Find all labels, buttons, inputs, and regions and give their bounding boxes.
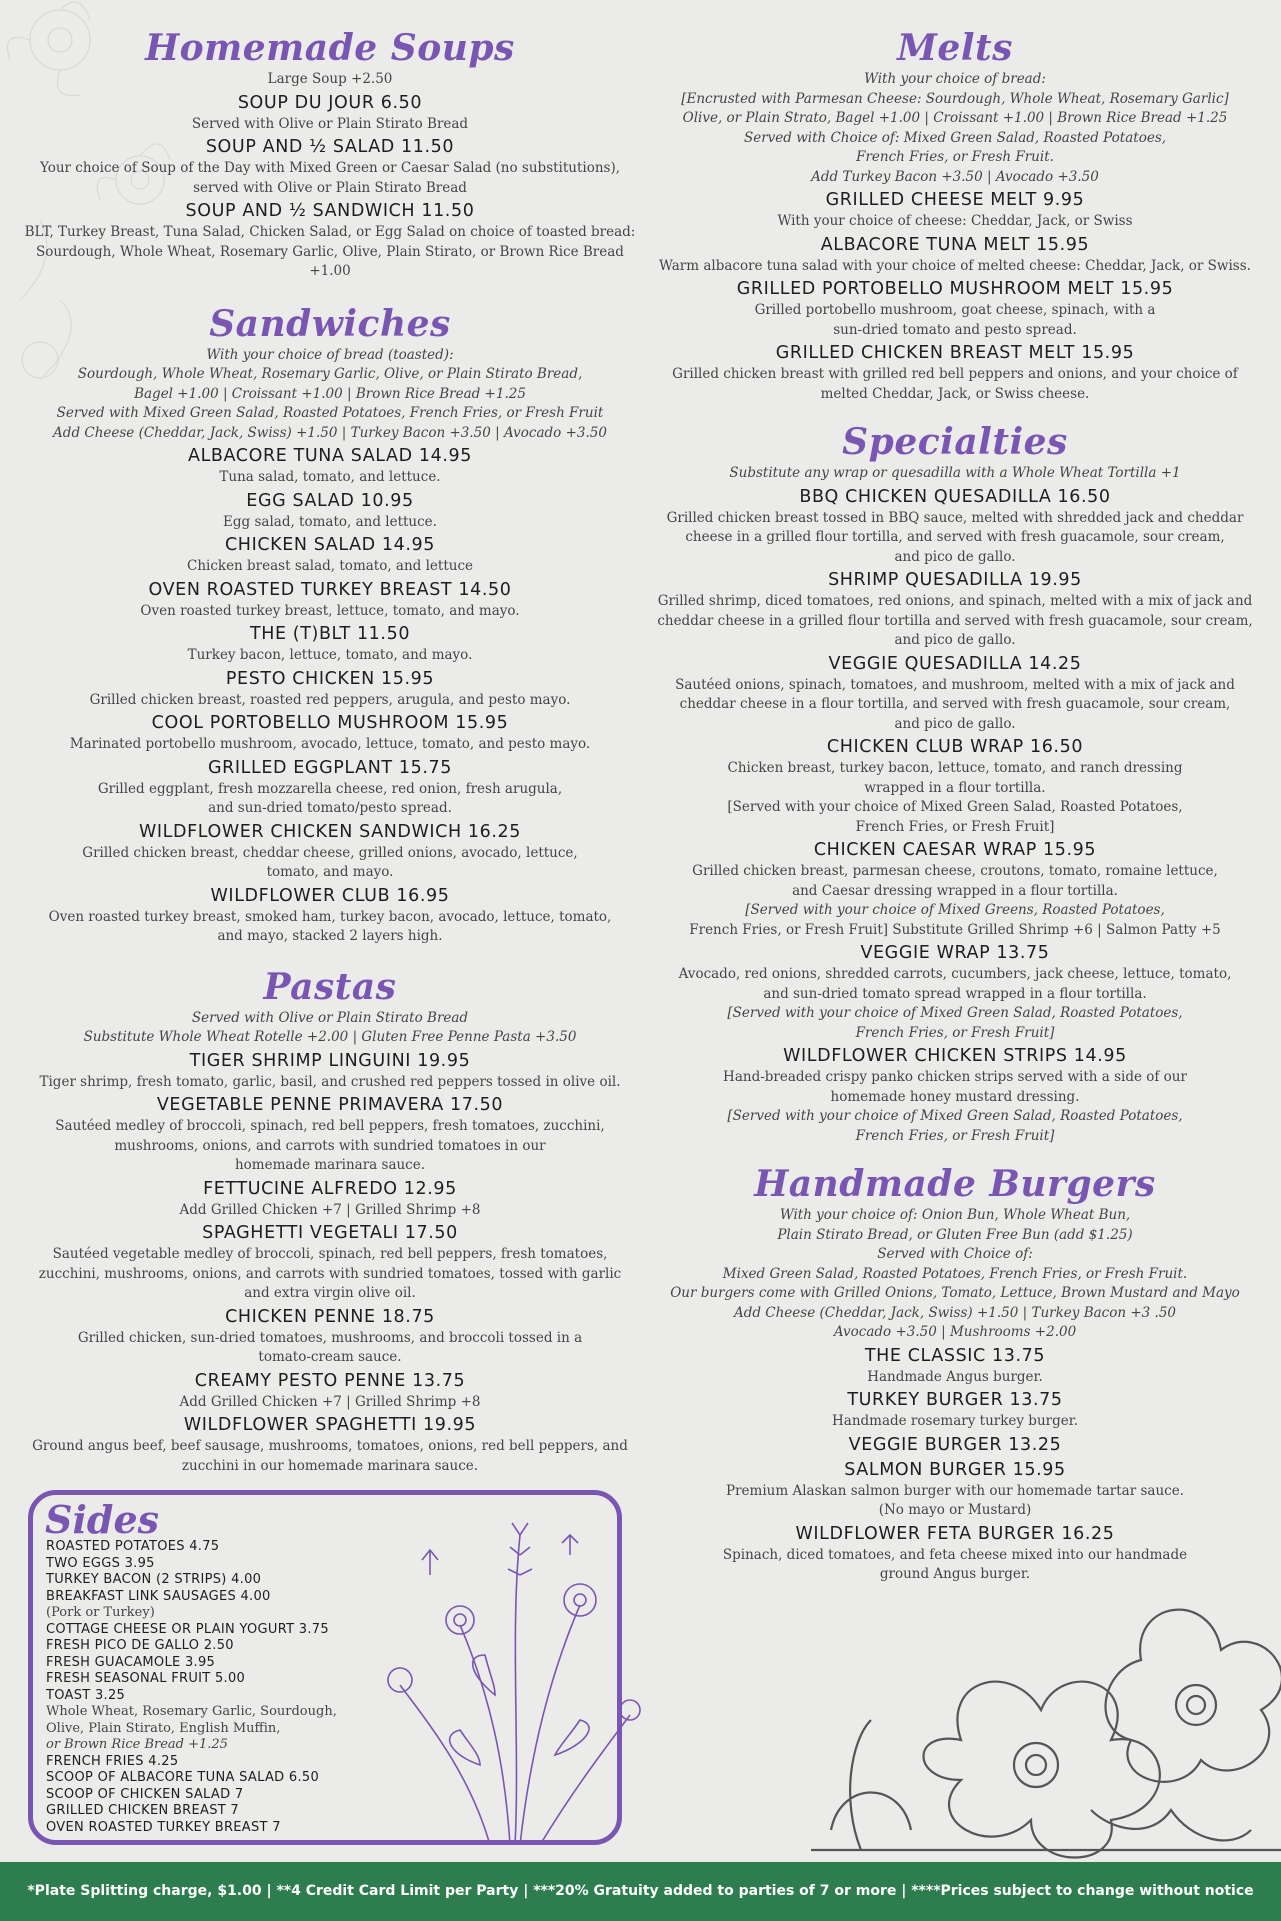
menu-item: [655, 942, 1255, 1043]
menu-item-description: tomato-cream sauce.: [258, 1349, 402, 1365]
menu-item-description: Spinach, diced tomatoes, and feta cheese mixed into our handmade: [722, 1546, 1188, 1563]
sandwiches-title: Sandwiches: [209, 302, 451, 345]
menu-item-description: [Served with your choice of Mixed Green Salad, Roasted Potatoes,: [727, 799, 1183, 815]
menu-item-description: and sun-dried tomato spread wrapped in a flour tortilla.: [763, 985, 1147, 1002]
burgers-section: [655, 1162, 1255, 1585]
menu-item-name: SHRIMP QUESADILLA 19.95: [828, 570, 1082, 590]
menu-item: [655, 189, 1255, 232]
side-item: COTTAGE CHEESE OR PLAIN YOGURT 3.75: [46, 1621, 329, 1637]
pastas-section: [20, 965, 640, 1477]
soups-note: Large Soup +2.50: [267, 71, 393, 87]
menu-item: [655, 486, 1255, 568]
burgers-note: Our burgers come with Grilled Onions, Tomato, Lettuce, Brown Mustard and Mayo: [670, 1285, 1240, 1301]
menu-item-name: PESTO CHICKEN 15.95: [225, 668, 435, 689]
menu-item-description: French Fries, or Fresh Fruit]: [855, 818, 1055, 835]
menu-item-name: VEGGIE QUESADILLA 14.25: [828, 653, 1082, 674]
menu-item-description: Sautéed vegetable medley of broccoli, spinach, red bell peppers, fresh tomatoes,: [52, 1246, 608, 1262]
menu-item-description: and pico de gallo.: [894, 715, 1016, 732]
burgers-note: Mixed Green Salad, Roasted Potatoes, French Fries, or Fresh Fruit.: [722, 1265, 1188, 1282]
menu-item: [655, 342, 1255, 404]
menu-item-name: TIGER SHRIMP LINGUINI 19.95: [189, 1050, 471, 1071]
side-item: GRILLED CHICKEN BREAST 7: [46, 1803, 239, 1818]
sandwiches-note: Served with Mixed Green Salad, Roasted Potatoes, French Fries, or Fresh Fruit: [56, 405, 604, 421]
side-item-note: Olive, Plain Stirato, English Muffin,: [46, 1720, 281, 1736]
menu-item: [655, 278, 1255, 340]
pastas-note: Served with Olive or Plain Stirato Bread: [191, 1009, 469, 1026]
side-item: FRESH SEASONAL FRUIT 5.00: [46, 1671, 246, 1686]
side-item: OVEN ROASTED TURKEY BREAST 7: [46, 1819, 281, 1835]
left-column: [20, 0, 640, 1476]
side-item: FRENCH FRIES 4.25: [46, 1753, 179, 1769]
menu-item: [655, 1389, 1255, 1432]
menu-item-description: Grilled chicken, sun-dried tomatoes, mushrooms, and broccoli tossed in a: [77, 1329, 583, 1346]
menu-item-description: Grilled chicken breast, roasted red peppers, arugula, and pesto mayo.: [89, 691, 571, 708]
menu-item-name: VEGGIE WRAP 13.75: [860, 943, 1050, 963]
menu-item: [655, 1345, 1255, 1388]
menu-item-description: cheddar cheese in a flour tortilla, and served with fresh guacamole, sour cream,: [679, 696, 1231, 712]
menu-item-name: WILDFLOWER SPAGHETTI 19.95: [183, 1415, 477, 1435]
menu-item-description: Chicken breast, turkey bacon, lettuce, tomato, and ranch dressing: [727, 760, 1183, 776]
menu-item-description: ground Angus burger.: [879, 1566, 1031, 1582]
menu-item-name: SPAGHETTI VEGETALI 17.50: [202, 1223, 458, 1243]
menu-item: [655, 1459, 1255, 1521]
menu-item-description: Your choice of Soup of the Day with Mixed Green or Caesar Salad (no substitutions),: [39, 160, 621, 176]
menu-item: [20, 534, 640, 577]
menu-item-description: Sautéed medley of broccoli, spinach, red bell peppers, fresh tomatoes, zucchini,: [55, 1118, 605, 1134]
menu-item: [20, 1050, 640, 1093]
menu-item-description: homemade marinara sauce.: [234, 1157, 426, 1173]
sandwiches-note: Sourdough, Whole Wheat, Rosemary Garlic, Olive, or Plain Stirato Bread,: [77, 366, 583, 382]
pastas-note: Substitute Whole Wheat Rotelle +2.00 | Gluten Free Penne Pasta +3.50: [83, 1029, 577, 1045]
side-item: TWO EGGS 3.95: [46, 1555, 155, 1571]
menu-item-name: FETTUCINE ALFREDO 12.95: [203, 1178, 457, 1199]
menu-item-description: Tiger shrimp, fresh tomato, garlic, basil, and crushed red peppers tossed in olive oil.: [39, 1073, 621, 1090]
menu-item-name: GRILLED CHEESE MELT 9.95: [825, 190, 1085, 210]
melts-note: Olive, or Plain Strato, Bagel +1.00 | Croissant +1.00 | Brown Rice Bread +1.25: [682, 110, 1228, 126]
menu-item-name: CHICKEN PENNE 18.75: [225, 1306, 435, 1327]
sandwiches-note: Bagel +1.00 | Croissant +1.00 | Brown Rice Bread +1.25: [134, 385, 526, 402]
menu-item-description: Grilled portobello mushroom, goat cheese, spinach, with a: [754, 302, 1156, 318]
menu-item-name: SOUP AND ½ SANDWICH 11.50: [185, 201, 475, 221]
menu-item: [655, 569, 1255, 651]
menu-item-name: SOUP DU JOUR 6.50: [237, 92, 423, 113]
menu-item: [20, 712, 640, 755]
menu-item-description: cheese in a grilled flour tortilla, and served with fresh guacamole, sour cream,: [685, 529, 1225, 545]
menu-item: [655, 839, 1255, 940]
side-item: BREAKFAST LINK SAUSAGES 4.00: [46, 1588, 271, 1604]
right-column: [655, 0, 1255, 1585]
menu-item: [20, 757, 640, 819]
menu-item-name: CHICKEN SALAD 14.95: [224, 535, 435, 555]
menu-item-name: VEGGIE BURGER 13.25: [848, 1434, 1062, 1455]
side-item-note: (Pork or Turkey): [46, 1605, 155, 1620]
footer-notice-bar: [0, 1862, 1281, 1921]
sides-list: [46, 1539, 396, 1836]
side-item-note: or Brown Rice Bread +1.25: [46, 1737, 228, 1752]
menu-item-description: zucchini in our homemade marinara sauce.: [181, 1457, 479, 1474]
menu-item-description: Marinated portobello mushroom, avocado, lettuce, tomato, and pesto mayo.: [69, 736, 591, 752]
menu-item-description: [Served with your choice of Mixed Greens, Roasted Potatoes,: [745, 902, 1165, 918]
menu-item-description: Add Grilled Chicken +7 | Grilled Shrimp +8: [179, 1393, 481, 1410]
melts-note: With your choice of bread:: [864, 71, 1046, 87]
menu-item-description: mushrooms, onions, and carrots with sundried tomatoes in our: [114, 1137, 546, 1154]
pastas-title: Pastas: [263, 965, 397, 1008]
menu-item-name: VEGETABLE PENNE PRIMAVERA 17.50: [156, 1095, 504, 1115]
menu-item-name: WILDFLOWER FETA BURGER 16.25: [795, 1523, 1115, 1544]
menu-item-description: and Caesar dressing wrapped in a flour tortilla.: [792, 882, 1118, 899]
burgers-note: With your choice of: Onion Bun, Whole Wheat Bun,: [779, 1207, 1131, 1223]
menu-item-description: and sun-dried tomato/pesto spread.: [208, 800, 452, 816]
menu-item: [20, 1094, 640, 1176]
footer-text: *Plate Splitting charge, $1.00 | **4 Credit Card Limit per Party | ***20% Gratuity added to parties of 7 or more | ****Prices subject to change without notice: [27, 1883, 1254, 1899]
menu-item-name: GRILLED CHICKEN BREAST MELT 15.95: [775, 343, 1135, 363]
menu-item-description: served with Olive or Plain Stirato Bread: [193, 179, 467, 196]
menu-item-description: Turkey bacon, lettuce, tomato, and mayo.: [187, 647, 473, 663]
menu-item-description: sun-dried tomato and pesto spread.: [833, 321, 1077, 338]
menu-item-description: melted Cheddar, Jack, or Swiss cheese.: [820, 385, 1090, 402]
side-item: FRESH GUACAMOLE 3.95: [46, 1654, 216, 1670]
menu-item-name: WILDFLOWER CHICKEN STRIPS 14.95: [783, 1046, 1127, 1066]
menu-item: [20, 1222, 640, 1304]
menu-item: [655, 1523, 1255, 1585]
side-item-note: Whole Wheat, Rosemary Garlic, Sourdough,: [46, 1704, 337, 1719]
sandwiches-section: [20, 302, 640, 947]
menu-item-description: and mayo, stacked 2 layers high.: [217, 928, 443, 944]
melts-note: [Encrusted with Parmesan Cheese: Sourdough, Whole Wheat, Rosemary Garlic]: [681, 90, 1229, 107]
menu-item-description: and pico de gallo.: [894, 548, 1016, 565]
melts-note: Served with Choice of: Mixed Green Salad, Roasted Potatoes,: [743, 129, 1167, 146]
melts-note: French Fries, or Fresh Fruit.: [856, 149, 1054, 165]
side-item: SCOOP OF ALBACORE TUNA SALAD 6.50: [46, 1770, 320, 1785]
side-item: FRESH PICO DE GALLO 2.50: [46, 1638, 234, 1653]
burgers-note: Served with Choice of:: [877, 1246, 1033, 1262]
menu-item-description: Chicken breast salad, tomato, and lettuce: [186, 558, 474, 574]
specialties-note: Substitute any wrap or quesadilla with a Whole Wheat Tortilla +1: [729, 465, 1181, 481]
menu-item-description: Premium Alaskan salmon burger with our homemade tartar sauce.: [726, 1482, 1184, 1499]
menu-item-description: Oven roasted turkey breast, lettuce, tomato, and mayo.: [140, 602, 520, 619]
side-item: TURKEY BACON (2 STRIPS) 4.00: [46, 1572, 262, 1587]
burgers-note: Add Cheese (Cheddar, Jack, Swiss) +1.50 | Turkey Bacon +3 .50: [733, 1304, 1177, 1321]
burgers-title: Handmade Burgers: [754, 1163, 1156, 1205]
menu-item-description: Warm albacore tuna salad with your choice of melted cheese: Cheddar, Jack, or Swiss.: [659, 257, 1251, 274]
menu-item-description: Grilled chicken breast with grilled red bell peppers and onions, and your choice of: [672, 366, 1238, 382]
side-item: SCOOP OF CHICKEN SALAD 7: [46, 1786, 244, 1802]
menu-item: [20, 668, 640, 711]
soups-section: [20, 26, 640, 282]
menu-item-description: cheddar cheese in a grilled flour tortilla and served with fresh guacamole, sour cream,: [657, 612, 1253, 629]
menu-item-description: French Fries, or Fresh Fruit]: [855, 1127, 1055, 1144]
menu-item-name: CREAMY PESTO PENNE 13.75: [194, 1370, 466, 1391]
menu-item-description: and extra virgin olive oil.: [244, 1285, 416, 1301]
wildflower-herb-illustration-icon: [370, 1515, 650, 1845]
burgers-note: Avocado +3.50 | Mushrooms +2.00: [833, 1324, 1077, 1340]
menu-item-name: EGG SALAD 10.95: [246, 490, 414, 511]
menu-item-description: Egg salad, tomato, and lettuce.: [223, 513, 437, 530]
menu-item-description: Served with Olive or Plain Stirato Bread: [191, 115, 469, 132]
soups-title: Homemade Soups: [145, 27, 515, 69]
menu-item-description: Grilled eggplant, fresh mozzarella cheese, red onion, fresh arugula,: [97, 780, 563, 797]
menu-item-description: zucchini, mushrooms, onions, and carrots with sundried tomatoes, tossed with garlic: [38, 1265, 622, 1282]
menu-item-description: Sautéed onions, spinach, tomatoes, and mushroom, melted with a mix of jack and: [675, 676, 1235, 693]
menu-item-description: and pico de gallo.: [894, 632, 1016, 648]
menu-item-name: GRILLED EGGPLANT 15.75: [208, 757, 452, 778]
menu-item-description: Grilled chicken breast, parmesan cheese, croutons, tomato, romaine lettuce,: [692, 863, 1218, 879]
menu-item-name: THE (T)BLT 11.50: [249, 624, 411, 644]
specialties-title: Specialties: [842, 421, 1068, 463]
menu-item: [655, 1434, 1255, 1457]
menu-item: [20, 623, 640, 666]
menu-item: [20, 1306, 640, 1368]
menu-item-description: Avocado, red onions, shredded carrots, cucumbers, jack cheese, lettuce, tomato,: [678, 966, 1232, 982]
menu-item-description: Hand-breaded crispy panko chicken strips served with a side of our: [723, 1069, 1187, 1085]
menu-item-description: Add Grilled Chicken +7 | Grilled Shrimp +8: [179, 1201, 481, 1218]
menu-item: [655, 736, 1255, 837]
sandwiches-note: With your choice of bread (toasted):: [206, 346, 454, 363]
sandwiches-note: Add Cheese (Cheddar, Jack, Swiss) +1.50 | Turkey Bacon +3.50 | Avocado +3.50: [53, 424, 607, 441]
menu-item-name: COOL PORTOBELLO MUSHROOM 15.95: [151, 713, 509, 733]
menu-item-description: With your choice of cheese: Cheddar, Jack, or Swiss: [777, 213, 1133, 229]
menu-item-description: wrapped in a flour tortilla.: [864, 779, 1046, 796]
menu-item-name: SOUP AND ½ SALAD 11.50: [205, 137, 455, 157]
menu-item-description: Oven roasted turkey breast, smoked ham, turkey bacon, avocado, lettuce, tomato,: [48, 908, 612, 925]
menu-item: [20, 490, 640, 533]
menu-item-name: TURKEY BURGER 13.75: [847, 1390, 1063, 1410]
menu-item-name: CHICKEN CLUB WRAP 16.50: [826, 737, 1084, 757]
menu-item: [20, 1414, 640, 1476]
melts-note: Add Turkey Bacon +3.50 | Avocado +3.50: [811, 168, 1099, 185]
menu-item: [20, 1178, 640, 1221]
menu-item-name: BBQ CHICKEN QUESADILLA 16.50: [799, 486, 1111, 507]
menu-item-description: Grilled chicken breast tossed in BBQ sauce, melted with shredded jack and cheddar: [666, 509, 1244, 526]
menu-item-name: SALMON BURGER 15.95: [844, 1459, 1066, 1480]
menu-item-name: ALBACORE TUNA SALAD 14.95: [188, 446, 472, 466]
menu-item-description: Sourdough, Whole Wheat, Rosemary Garlic, Olive, Plain Stirato, or Brown Rice Bread +1.00: [36, 243, 624, 279]
menu-item-name: WILDFLOWER CLUB 16.95: [210, 885, 450, 906]
menu-item-description: (No mayo or Mustard): [878, 1502, 1032, 1518]
menu-item-name: OVEN ROASTED TURKEY BREAST 14.50: [148, 579, 512, 600]
menu-item: [20, 885, 640, 947]
menu-item-description: homemade honey mustard dressing.: [830, 1088, 1080, 1105]
menu-item: [20, 136, 640, 198]
melts-title: Melts: [897, 27, 1013, 69]
menu-item: [20, 92, 640, 135]
menu-item-description: Grilled shrimp, diced tomatoes, red onions, and spinach, melted with a mix of jack and: [657, 593, 1253, 609]
sides-title: Sides: [45, 1497, 160, 1542]
menu-item-description: Ground angus beef, beef sausage, mushrooms, tomatoes, onions, red bell peppers, and: [32, 1438, 628, 1454]
menu-item-description: [Served with your choice of Mixed Green Salad, Roasted Potatoes,: [727, 1005, 1183, 1021]
menu-item: [20, 1370, 640, 1413]
menu-item: [20, 821, 640, 883]
menu-item-name: ALBACORE TUNA MELT 15.95: [820, 234, 1090, 255]
menu-item-name: CHICKEN CAESAR WRAP 15.95: [813, 840, 1097, 860]
menu-item: [20, 579, 640, 622]
menu-item-name: WILDFLOWER CHICKEN SANDWICH 16.25: [139, 821, 521, 842]
menu-item-name: THE CLASSIC 13.75: [864, 1345, 1046, 1366]
melts-section: [655, 26, 1255, 404]
menu-item: [655, 234, 1255, 277]
menu-item-description: French Fries, or Fresh Fruit] Substitute Grilled Shrimp +6 | Salmon Patty +5: [689, 921, 1221, 938]
menu-item-description: Handmade rosemary turkey burger.: [832, 1413, 1078, 1429]
menu-item-description: [Served with your choice of Mixed Green Salad, Roasted Potatoes,: [727, 1108, 1183, 1124]
menu-item: [20, 445, 640, 488]
menu-item-description: Grilled chicken breast, cheddar cheese, grilled onions, avocado, lettuce,: [82, 844, 578, 861]
menu-item-name: GRILLED PORTOBELLO MUSHROOM MELT 15.95: [736, 279, 1174, 299]
menu-item-description: Tuna salad, tomato, and lettuce.: [219, 469, 441, 485]
flower-illustration-icon: [811, 1600, 1281, 1860]
menu-item: [655, 653, 1255, 735]
side-item: TOAST 3.25: [46, 1687, 126, 1703]
menu-item-description: French Fries, or Fresh Fruit]: [855, 1024, 1055, 1041]
menu-item-description: tomato, and mayo.: [266, 864, 394, 880]
menu-item: [20, 200, 640, 282]
burgers-note: Plain Stirato Bread, or Gluten Free Bun (add $1.25): [777, 1226, 1133, 1243]
menu-item-description: BLT, Turkey Breast, Tuna Salad, Chicken Salad, or Egg Salad on choice of toasted bread:: [24, 224, 636, 240]
specialties-section: [655, 420, 1255, 1146]
menu-item: [655, 1045, 1255, 1146]
side-item: ROASTED POTATOES 4.75: [46, 1539, 220, 1554]
menu-item-description: Handmade Angus burger.: [867, 1368, 1043, 1385]
